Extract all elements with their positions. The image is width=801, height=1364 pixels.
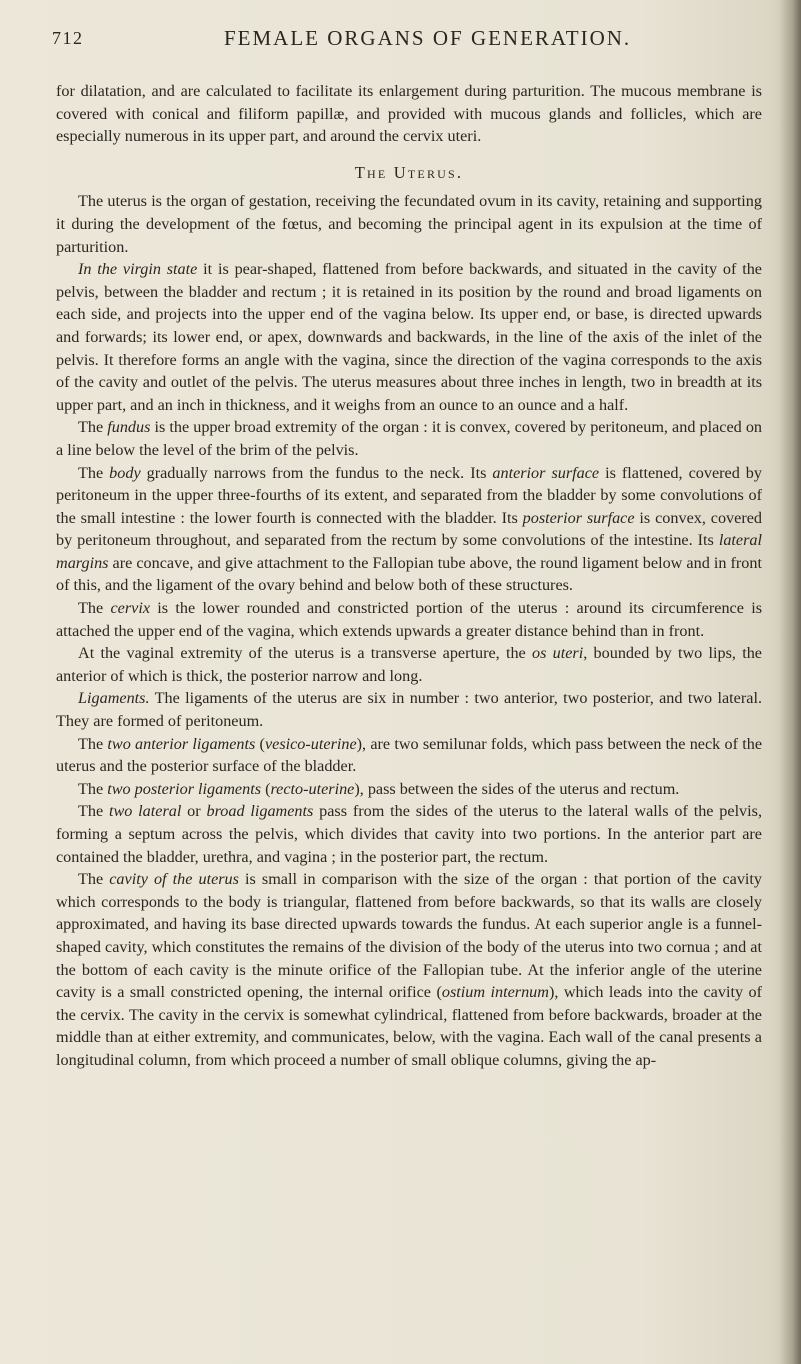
paragraph-uterus-definition: The uterus is the organ of gestation, receiving the fecundated ovum in its cavity, retaining and supporting it during the development of the fœtus, and becoming the principal agent in its expulsion at the time of parturition. — [56, 192, 762, 256]
running-title: FEMALE ORGANS OF GENERATION. — [224, 26, 632, 50]
emphasis: lateral margins — [56, 531, 762, 572]
page-body — [56, 80, 762, 1072]
emphasis: recto-uterine — [270, 779, 355, 798]
emphasis: broad ligaments — [206, 802, 314, 821]
paragraph-virgin-state: In the virgin state it is pear-shaped, flattened from before backwards, and situated in the cavity of the pelvis, between the bladder and rectum ; it is retained in its position by the round and broad ligaments on each side, and projects into the upper end of the vagina below. Its upper end, or base, is directed upwards and forwards; its lower end, or apex, downwards and backwards, in the line of the axis of the inlet of the pelvis. It therefore forms an angle with the vagina, since the direction of the vagina corresponds to the axis of the cavity and outlet of the pelvis. The uterus measures about three inches in length, two in breadth at its upper part, and an inch in thickness, and it weighs from an ounce to an ounce and a half. — [56, 260, 762, 414]
paragraph-posterior-ligaments: The two posterior ligaments (recto-uterine), pass between the sides of the uterus and rectum. — [78, 779, 680, 798]
paragraph-anterior-ligaments: The two anterior ligaments (vesico-uterine), are two semilunar folds, which pass between the neck of the uterus and the posterior surface of the bladder. — [56, 734, 763, 776]
emphasis: two posterior ligaments — [107, 779, 262, 798]
emphasis: cavity of the uterus — [109, 870, 239, 889]
page-edge-shadow — [779, 0, 801, 1364]
emphasis: In the virgin state — [78, 260, 198, 279]
emphasis: body — [109, 463, 141, 482]
paragraph-ligaments: Ligaments. The ligaments of the uterus are six in number : two anterior, two posterior, and two lateral. They are formed of peritoneum. — [56, 689, 762, 731]
paragraph-cervix: The cervix is the lower rounded and constricted portion of the uterus : around its circumference is attached the upper end of the vagina, which extends upwards a greater distance behind than in front. — [56, 599, 762, 640]
emphasis: anterior surface — [492, 463, 600, 482]
paragraph-uterine-cavity: The cavity of the uterus is small in comparison with the size of the organ : that portion of the cavity which corresponds to the body is triangular, flattened from before backwards, so that its walls are closely approximated, and having its base directed upwards towards the fundus. At each superior angle is a funnel-shaped cavity, which constitutes the remains of the division of the body of the uterus into two cornua ; and at the bottom of each cavity is the minute orifice of the Fallopian tube. At the inferior angle of the uterine cavity is a small constricted opening, the internal orifice (ostium internum), which leads into the cavity of the cervix. The cavity in the cervix is somewhat cylindrical, flattened from before backwards, broader at the middle than at either extremity, and communicates, below, with the vagina. Each wall of the canal presents a longitudinal column, from which proceed a number of small oblique columns, giving the ap- — [56, 870, 762, 1069]
paragraph-fundus: The fundus is the upper broad extremity of the organ : it is convex, covered by peritoneum, and placed on a line below the level of the brim of the pelvis. — [56, 418, 763, 459]
running-header — [52, 22, 752, 56]
section-title: The Uterus. — [354, 162, 464, 182]
emphasis: os uteri — [532, 644, 584, 663]
paragraph-body: The body gradually narrows from the fundus to the neck. Its anterior surface is flattened, covered by peritoneum in the upper three-fourths of its extent, and separated from the bladder by some convolutions of the small intestine : the lower fourth is connected with the bladder. Its posterior surface is convex, covered by peritoneum throughout, and separated from the rectum by some convolutions of the intestine. Its lateral margins are concave, and give attachment to the Fallopian tube above, the round ligament below and in front of this, and the ligament of the ovary behind and below both of these structures. — [56, 463, 762, 595]
emphasis: fundus — [107, 418, 151, 437]
page-number: 712 — [52, 28, 84, 48]
intro-paragraph: for dilatation, and are calculated to facilitate its enlargement during parturition. The mucous membrane is covered with conical and filiform papillæ, and provided with mucous glands and follicles, which are especially numerous in its upper part, and around the cervix uteri. — [56, 82, 762, 146]
emphasis: vesico-uterine — [264, 734, 357, 753]
emphasis: ostium internum — [441, 983, 549, 1002]
paragraph-lateral-ligaments: The two lateral or broad ligaments pass from the sides of the uterus to the lateral walls of the pelvis, forming a septum across the pelvis, which divides that cavity into two portions. In the anterior part are contained the bladder, urethra, and vagina ; in the posterior part, the rectum. — [56, 802, 762, 866]
emphasis: two lateral — [108, 802, 182, 821]
emphasis: two anterior ligaments — [107, 734, 256, 753]
emphasis: Ligaments. — [78, 689, 150, 708]
emphasis: posterior surface — [522, 508, 635, 527]
paragraph-os-uteri: At the vaginal extremity of the uterus is a transverse aperture, the os uteri, bounded by two lips, the anterior of which is thick, the posterior narrow and long. — [56, 644, 762, 685]
emphasis: cervix — [110, 599, 151, 618]
